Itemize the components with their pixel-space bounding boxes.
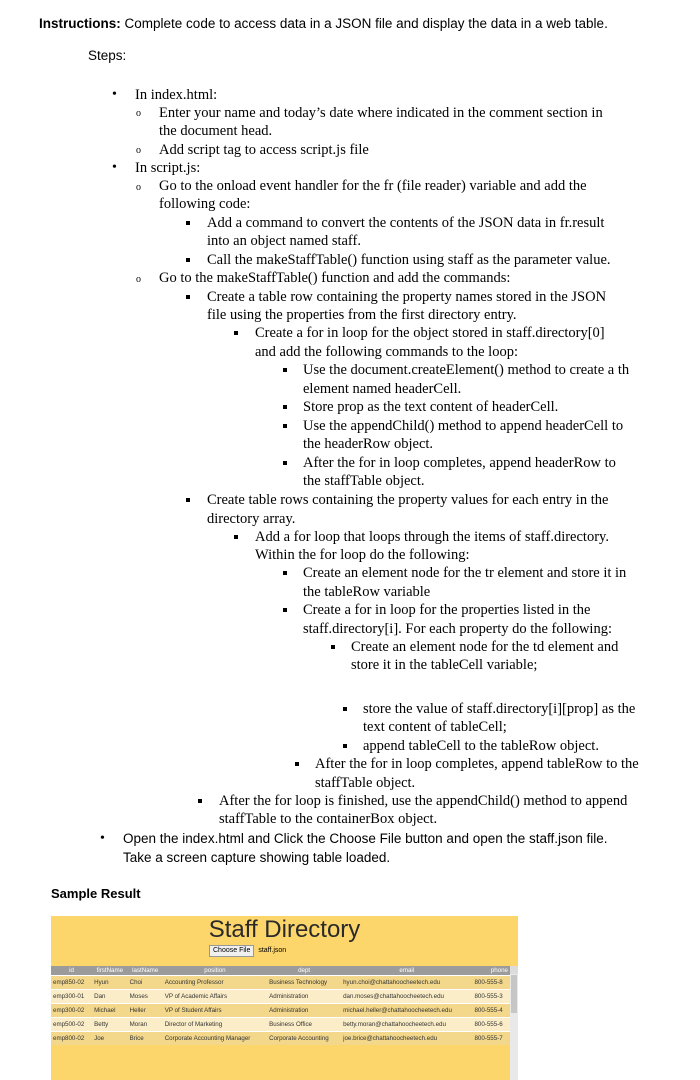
table-cell: Accounting Professor	[163, 976, 267, 990]
circle-bullet-icon: o	[136, 108, 141, 119]
table-row	[51, 1032, 510, 1046]
table-cell: Administration	[267, 1004, 341, 1018]
table-cell: Administration	[267, 990, 341, 1004]
table-cell: Moran	[128, 1018, 163, 1032]
instructions-text: Complete code to access data in a JSON file and display the data in a web table.	[124, 16, 608, 31]
column-header: position	[163, 966, 267, 976]
staff-table-header-row	[51, 966, 510, 976]
square-bullet-icon	[186, 498, 190, 502]
column-header: lastName	[128, 966, 163, 976]
step-append-table-row: After the for in loop completes, append tableRow to the	[315, 756, 639, 772]
staff-directory-title: Staff Directory	[208, 916, 361, 943]
instructions-paragraph	[39, 15, 689, 33]
table-cell: betty.moran@chattahoocheetech.edu	[341, 1018, 472, 1032]
step-append-header-row: After the for in loop completes, append headerRow to	[303, 455, 616, 471]
square-bullet-icon	[234, 535, 238, 539]
table-cell: michael.heller@chattahoocheetech.edu	[341, 1004, 472, 1018]
table-cell: emp300-02	[51, 1004, 92, 1018]
column-header: firstName	[92, 966, 128, 976]
table-cell: hyun.choi@chattahoocheetech.edu	[341, 976, 472, 990]
square-bullet-icon	[186, 295, 190, 299]
step-enter-name-cont: the document head.	[159, 123, 273, 139]
table-cell: Corporate Accounting	[267, 1032, 341, 1046]
square-bullet-icon	[343, 744, 347, 748]
square-bullet-icon	[283, 461, 287, 465]
step-table-rows: Create table rows containing the property values for each entry in the	[207, 492, 609, 508]
table-cell: 800-555-6	[472, 1018, 510, 1032]
circle-bullet-icon: o	[136, 145, 141, 156]
instructions-label: Instructions:	[39, 16, 121, 31]
table-cell: Heller	[128, 1004, 163, 1018]
step-store-value: store the value of staff.directory[i][prop] as the	[363, 701, 636, 717]
table-cell: dan.moses@chattahoocheetech.edu	[341, 990, 472, 1004]
steps-label: Steps:	[88, 48, 127, 63]
table-cell: 800-555-3	[472, 990, 510, 1004]
table-cell: emp850-02	[51, 976, 92, 990]
step-for-in-properties-cont: staff.directory[i]. For each property do the following:	[303, 621, 612, 637]
table-cell: Hyun	[92, 976, 128, 990]
table-cell: joe.brice@chattahoocheetech.edu	[341, 1032, 472, 1046]
table-row	[51, 1004, 510, 1018]
staff-table-body	[51, 976, 510, 1046]
step-enter-name: Enter your name and today’s date where indicated in the comment section in	[159, 105, 603, 121]
step-store-prop: Store prop as the text content of headerCell.	[303, 399, 559, 415]
table-cell: emp800-02	[51, 1032, 92, 1046]
table-cell: Dan	[92, 990, 128, 1004]
table-cell: 800-555-4	[472, 1004, 510, 1018]
bullet-icon: •	[112, 87, 117, 102]
column-header: email	[341, 966, 472, 976]
step-call-make-staff-table: Call the makeStaffTable() function using staff as the parameter value.	[207, 252, 611, 268]
sample-result-screenshot	[51, 916, 518, 1080]
step-index-html: In index.html:	[135, 87, 218, 103]
file-chooser	[209, 945, 286, 957]
step-for-loop-directory: Add a for loop that loops through the items of staff.directory.	[255, 529, 609, 545]
table-cell: Moses	[128, 990, 163, 1004]
table-row	[51, 1018, 510, 1032]
table-cell: Business Technology	[267, 976, 341, 990]
square-bullet-icon	[283, 424, 287, 428]
step-open-index: Open the index.html and Click the Choose File button and open the staff.json file.	[123, 831, 608, 846]
table-row	[51, 976, 510, 990]
table-cell: emp500-02	[51, 1018, 92, 1032]
table-cell: Corporate Accounting Manager	[163, 1032, 267, 1046]
step-create-td-cont: store it in the tableCell variable;	[351, 657, 538, 673]
square-bullet-icon	[343, 707, 347, 711]
step-add-script-tag: Add script tag to access script.js file	[159, 142, 369, 158]
step-for-in-loop-header: Create a for in loop for the object stored in staff.directory[0]	[255, 325, 605, 341]
circle-bullet-icon: o	[136, 274, 141, 285]
step-header-row-cont: file using the properties from the first directory entry.	[207, 307, 517, 323]
step-store-value-cont: text content of tableCell;	[363, 719, 507, 735]
square-bullet-icon	[283, 368, 287, 372]
step-create-tr-cont: the tableRow variable	[303, 584, 431, 600]
step-make-staff-table: Go to the makeStaffTable() function and add the commands:	[159, 270, 511, 286]
column-header: phone	[472, 966, 510, 976]
bullet-icon: •	[112, 160, 117, 175]
choose-file-button[interactable]: Choose File	[209, 945, 254, 957]
step-convert-json: Add a command to convert the contents of the JSON data in fr.result	[207, 215, 605, 231]
sample-result-label: Sample Result	[51, 886, 141, 901]
square-bullet-icon	[283, 405, 287, 409]
square-bullet-icon	[234, 331, 238, 335]
step-append-staff-table: After the for loop is finished, use the appendChild() method to append	[219, 793, 628, 809]
bullet-icon: •	[100, 831, 105, 846]
step-append-staff-table-cont: staffTable to the containerBox object.	[219, 811, 438, 827]
table-cell: Choi	[128, 976, 163, 990]
step-for-in-properties: Create a for in loop for the properties listed in the	[303, 602, 591, 618]
step-for-loop-directory-cont: Within the for loop do the following:	[255, 547, 470, 563]
table-cell: Joe	[92, 1032, 128, 1046]
step-script-js: In script.js:	[135, 160, 201, 176]
square-bullet-icon	[186, 258, 190, 262]
step-onload-handler: Go to the onload event handler for the fr (file reader) variable and add the	[159, 178, 587, 194]
step-create-th-cont: element named headerCell.	[303, 381, 462, 397]
column-header: dept	[267, 966, 341, 976]
table-cell: 800-555-8	[472, 976, 510, 990]
selected-file-name: staff.json	[258, 947, 287, 954]
scrollbar-thumb[interactable]	[511, 975, 517, 1013]
scroll-up-arrow-icon[interactable]	[510, 966, 518, 974]
table-cell: Michael	[92, 1004, 128, 1018]
table-cell: 800-555-7	[472, 1032, 510, 1046]
step-convert-json-cont: into an object named staff.	[207, 233, 361, 249]
table-cell: VP of Academic Affairs	[163, 990, 267, 1004]
staff-table	[51, 966, 510, 1045]
table-cell: emp300-01	[51, 990, 92, 1004]
step-for-in-loop-header-cont: and add the following commands to the loop:	[255, 344, 518, 360]
square-bullet-icon	[295, 762, 299, 766]
square-bullet-icon	[283, 571, 287, 575]
step-append-header-cell-cont: the headerRow object.	[303, 436, 434, 452]
step-create-th: Use the document.createElement() method to create a th	[303, 362, 630, 378]
table-scrollbar[interactable]	[510, 966, 518, 1080]
column-header: id	[51, 966, 92, 976]
table-cell: VP of Student Affairs	[163, 1004, 267, 1018]
step-append-header-cell: Use the appendChild() method to append headerCell to	[303, 418, 624, 434]
step-onload-handler-cont: following code:	[159, 196, 251, 212]
step-table-rows-cont: directory array.	[207, 511, 296, 527]
table-cell: Brice	[128, 1032, 163, 1046]
step-create-td: Create an element node for the td element and	[351, 639, 619, 655]
step-open-index-cont: Take a screen capture showing table loaded.	[123, 850, 391, 865]
table-row	[51, 990, 510, 1004]
square-bullet-icon	[198, 799, 202, 803]
table-cell: Business Office	[267, 1018, 341, 1032]
step-create-tr: Create an element node for the tr element and store it in	[303, 565, 627, 581]
square-bullet-icon	[283, 608, 287, 612]
step-append-table-cell: append tableCell to the tableRow object.	[363, 738, 599, 754]
circle-bullet-icon: o	[136, 182, 141, 193]
square-bullet-icon	[331, 645, 335, 649]
step-append-header-row-cont: the staffTable object.	[303, 473, 425, 489]
step-append-table-row-cont: staffTable object.	[315, 775, 416, 791]
step-header-row: Create a table row containing the property names stored in the JSON	[207, 289, 607, 305]
table-cell: Betty	[92, 1018, 128, 1032]
table-cell: Director of Marketing	[163, 1018, 267, 1032]
square-bullet-icon	[186, 221, 190, 225]
